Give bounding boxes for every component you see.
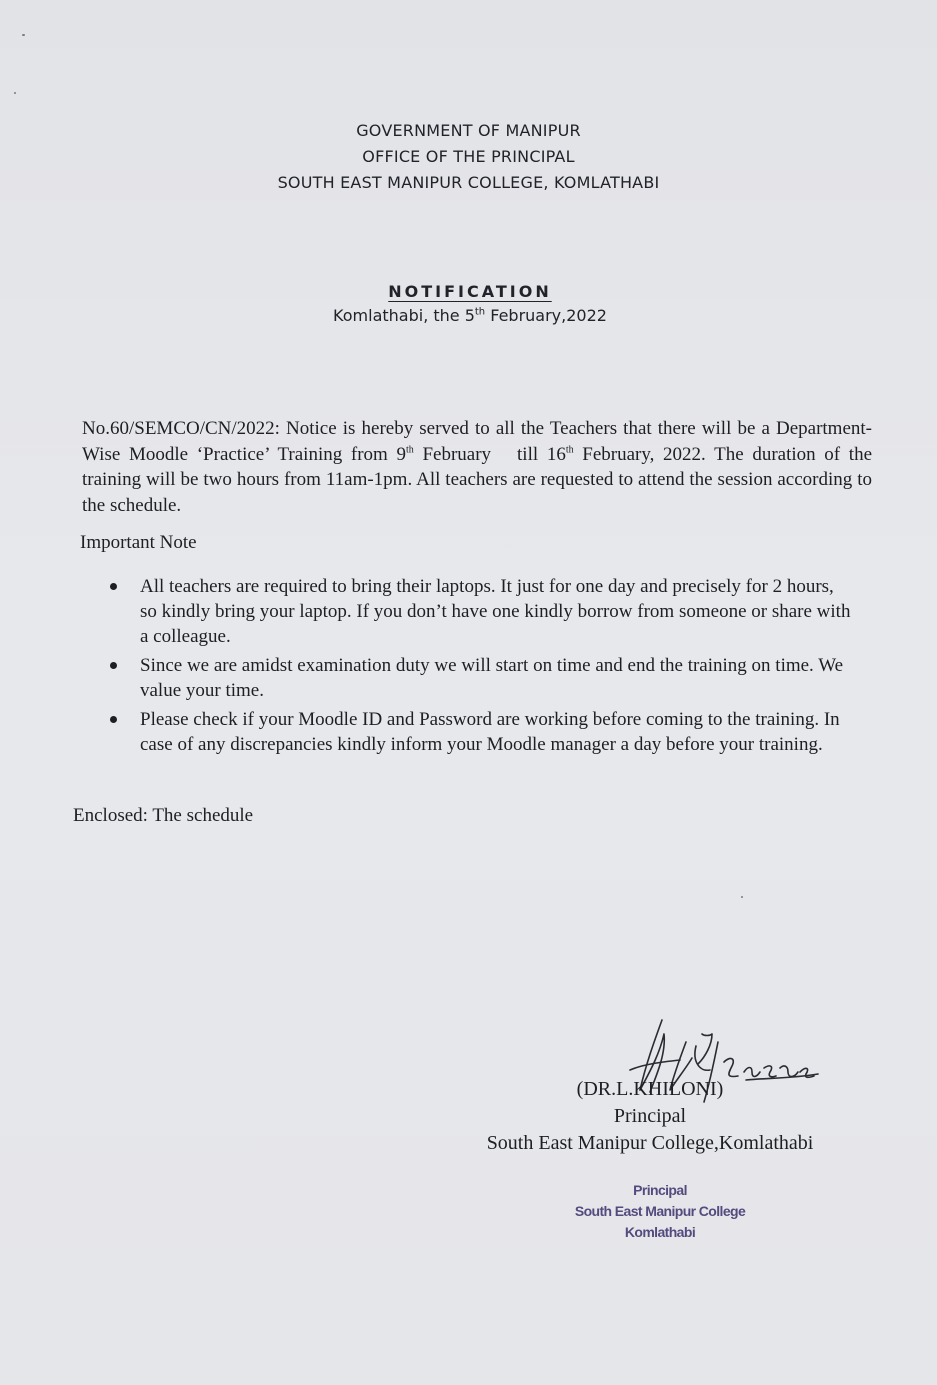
- bullet-icon: [110, 716, 117, 723]
- important-note-list: [108, 574, 853, 761]
- notification-date-prefix: Komlathabi, the 5: [333, 306, 475, 325]
- signatory-name: (DR.L.KHILONI): [576, 1078, 724, 1100]
- notice-body-sup2: th: [565, 444, 574, 456]
- list-item-text: Please check if your Moodle ID and Password are working before coming to the training. In case of any discrepancies kindly inform your Moodle manager a day before your training.: [140, 709, 840, 755]
- notice-body-sup1: th: [406, 444, 414, 456]
- signature-block: [440, 1076, 860, 1157]
- notice-body: [82, 416, 872, 518]
- paper-speck: [741, 896, 743, 898]
- bullet-icon: [110, 662, 117, 669]
- notification-date-sup: th: [474, 306, 486, 318]
- signatory-designation: Principal: [613, 1105, 687, 1127]
- list-item: [108, 707, 853, 757]
- list-item: [108, 653, 853, 703]
- list-item-text: Since we are amidst examination duty we will start on time and end the training on time. We value your time.: [140, 655, 844, 701]
- important-note-heading: Important Note: [80, 532, 197, 553]
- notification-title-text: NOTIFICATION: [388, 282, 552, 301]
- stamp-place: Komlathabi: [624, 1224, 696, 1240]
- official-stamp: [540, 1180, 780, 1243]
- notification-date: [0, 306, 937, 325]
- paper-speck: [22, 34, 25, 36]
- list-item: [108, 574, 853, 649]
- notification-date-suffix: February,2022: [485, 306, 607, 325]
- letterhead: [0, 118, 937, 196]
- notice-body-part2: February till 16: [413, 443, 566, 465]
- notification-title: [0, 282, 937, 301]
- stamp-college: South East Manipur College: [574, 1203, 746, 1219]
- stamp-designation: Principal: [633, 1182, 687, 1198]
- letterhead-government: GOVERNMENT OF MANIPUR: [356, 121, 581, 140]
- notice-body-part1: No.60/SEMCO/CN/2022: Notice is hereby served to all the Teachers that there will be a Department-Wise Moodle ‘Practice’ Training from 9: [82, 418, 872, 465]
- letterhead-office: OFFICE OF THE PRINCIPAL: [362, 147, 575, 166]
- notice-body-part3: February, 2022. The duration of the training will be two hours from 11am-1pm. All teachers are requested to attend the session according to the schedule.: [82, 443, 873, 516]
- list-item-text: All teachers are required to bring their laptops. It just for one day and precisely for 2 hours, so kindly bring your laptop. If you don’t have one kindly borrow from someone or share with a colleague.: [140, 576, 851, 647]
- signatory-institution: South East Manipur College,Komlathabi: [486, 1132, 814, 1154]
- letterhead-college: SOUTH EAST MANIPUR COLLEGE, KOMLATHABI: [277, 173, 660, 192]
- enclosure-note: Enclosed: The schedule: [73, 805, 254, 826]
- bullet-icon: [110, 583, 117, 590]
- paper-speck: [14, 92, 16, 94]
